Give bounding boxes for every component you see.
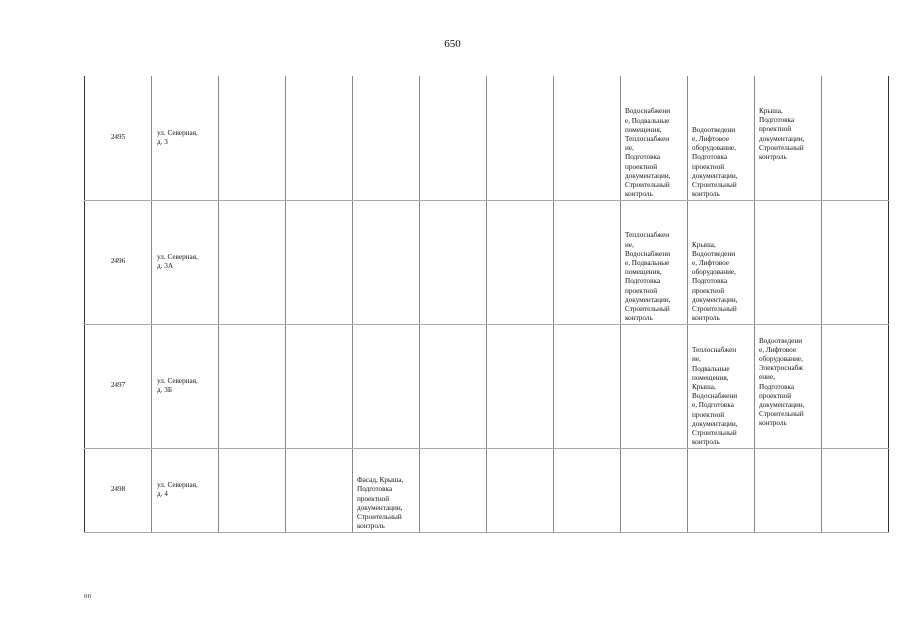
empty-cell (554, 200, 621, 324)
work-list-cell: Фасад, Крыша, Подготовка проектной документации, Строительный контроль (353, 448, 420, 532)
empty-cell (487, 324, 554, 448)
empty-cell (219, 200, 286, 324)
work-list-cell: Крыша, Водоотведени е, Лифтовое оборудование, Подготовка проектной документации, Строительный контроль (688, 200, 755, 324)
empty-cell (219, 324, 286, 448)
empty-cell (822, 76, 889, 200)
empty-cell (621, 448, 688, 532)
table-row (85, 324, 889, 448)
empty-cell (487, 200, 554, 324)
empty-cell (487, 76, 554, 200)
table-row (85, 448, 889, 532)
empty-cell (219, 76, 286, 200)
address-cell: ул. Северная, д. 4 (152, 448, 219, 532)
empty-cell (554, 76, 621, 200)
empty-cell (554, 448, 621, 532)
address-cell: ул. Северная, д. 3Б (152, 324, 219, 448)
work-plan-table (84, 76, 889, 533)
empty-cell (420, 76, 487, 200)
address-cell: ул. Северная, д. 3А (152, 200, 219, 324)
row-number: 2498 (85, 448, 152, 532)
work-list-cell: Крыша, Подготовка проектной документации, Строительный контроль (755, 76, 822, 200)
empty-cell (286, 324, 353, 448)
table-row (85, 76, 889, 200)
row-number: 2496 (85, 200, 152, 324)
empty-cell (420, 324, 487, 448)
work-list-cell: Теплоснабжен ие, Водоснабжени е, Подвальные помещения, Подготовка проектной документации, Строительный контроль (621, 200, 688, 324)
row-number: 2495 (85, 76, 152, 200)
page-number: 650 (444, 38, 461, 50)
empty-cell (353, 76, 420, 200)
empty-cell (688, 448, 755, 532)
empty-cell (286, 448, 353, 532)
empty-cell (420, 448, 487, 532)
work-list-cell: Теплоснабжен ие, Подвальные помещения, Крыша, Водоснабжени е, Подготовка проектной документации, Строительный контроль (688, 324, 755, 448)
empty-cell (353, 200, 420, 324)
empty-cell (822, 448, 889, 532)
empty-cell (420, 200, 487, 324)
work-list-cell: Водоотведени е, Лифтовое оборудование, Электроснабж ение, Подготовка проектной документации, Строительный контроль (755, 324, 822, 448)
empty-cell (822, 200, 889, 324)
footer-mark: nn (84, 593, 92, 600)
empty-cell (755, 448, 822, 532)
empty-cell (822, 324, 889, 448)
work-list-cell: Водоотведени е, Лифтовое оборудование, Подготовка проектной документации, Строительный контроль (688, 76, 755, 200)
empty-cell (286, 200, 353, 324)
empty-cell (353, 324, 420, 448)
empty-cell (621, 324, 688, 448)
empty-cell (286, 76, 353, 200)
row-number: 2497 (85, 324, 152, 448)
empty-cell (487, 448, 554, 532)
empty-cell (554, 324, 621, 448)
table-row (85, 200, 889, 324)
work-list-cell: Водоснабжени е, Подвальные помещения, Теплоснабжен ие, Подготовка проектной документации, Строительный контроль (621, 76, 688, 200)
empty-cell (755, 200, 822, 324)
empty-cell (219, 448, 286, 532)
address-cell: ул. Северная, д. 3 (152, 76, 219, 200)
